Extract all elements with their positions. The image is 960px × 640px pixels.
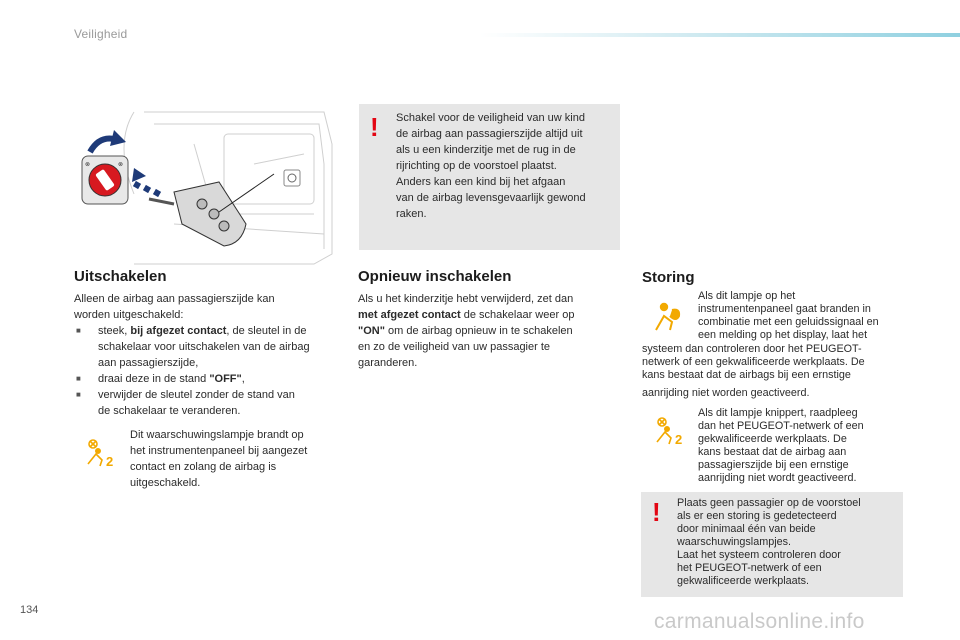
insert-arrow-icon [132, 168, 161, 197]
svg-text:⊗: ⊗ [118, 161, 124, 168]
warning-text: Plaats geen passagier op de voorstoel als er een storing is gedetecteerd door minimaal één van beide waarschuwingslampjes. Laat het systeem controleren door het PEUGEOT-netwerk of een gekwalificeerde werkplaats. [677, 497, 861, 587]
storing-text-3: Als dit lampje knippert, raadpleeg dan het PEUGEOT-netwerk of een gekwalificeerde werkplaats. De kans bestaat dat de airbag aan passagierszijde bij een ernstige aanrijding niet wordt geactiveerd. [698, 407, 864, 484]
warning-exclamation-icon: ! [652, 497, 661, 527]
warning-box-child-seat [359, 104, 620, 250]
watermark: carmanualsonline.info [654, 610, 865, 633]
warning-box-storing [641, 492, 903, 597]
airbag-switch [82, 156, 128, 204]
warning-text: Schakel voor de veiligheid van uw kind de airbag aan passagierszijde altijd uit als u een kinderzitje met de rug in de rijrichting op de voorstoel plaatst. Anders kan een kind bij het afgaan van de airbag levensgevaarlijk gewond raken. [396, 112, 586, 220]
intro-text: Alleen de airbag aan passagierszijde kan worden uitgeschakeld: [74, 293, 275, 321]
bullet-remove-key: ■ verwijder de sleutel zonder de stand van de schakelaar te veranderen. [76, 389, 295, 417]
storing-text-1: Als dit lampje op het instrumentenpaneel gaat branden in combinatie met een geluidssignaal en een melding op het display, laat het [698, 290, 879, 341]
airbag-off-warning-lamp-icon [84, 438, 118, 468]
airbag-switch-illustration [74, 104, 336, 266]
opnieuw-text: Als u het kinderzitje hebt verwijderd, zet dan met afgezet contact de schakelaar weer op "ON" om de airbag opnieuw in te schakelen en zo de veiligheid van uw passagier te garanderen. [358, 293, 575, 369]
storing-text-2: systeem dan controleren door het PEUGEOT- netwerk of een gekwalificeerde werkplaats. De kans bestaat dat de airbags bij een ernstige aanrijding niet worden geactiveerd. [642, 343, 865, 399]
svg-text:2: 2 [106, 454, 114, 468]
svg-text:⊗: ⊗ [85, 161, 91, 168]
heading-uitschakelen: Uitschakelen [74, 268, 167, 285]
lamp-description: Dit waarschuwingslampje brandt op het instrumentenpaneel bij aangezet contact en zolang de airbag is uitgeschakeld. [130, 429, 308, 489]
airbag-fault-lamp-icon [652, 302, 686, 332]
heading-opnieuw-inschakelen: Opnieuw inschakelen [358, 268, 512, 285]
header-bar [480, 33, 960, 37]
warning-exclamation-icon: ! [370, 112, 379, 142]
svg-text:2: 2 [675, 432, 683, 446]
bullet-insert-key: ■ steek, bij afgezet contact, de sleutel in de schakelaar voor uitschakelen van de airbag aan passagierszijde, [76, 325, 310, 369]
key-icon [149, 182, 246, 246]
page-number: 134 [20, 604, 39, 616]
bullet-turn-off: ■ draai deze in de stand "OFF", [76, 373, 245, 385]
heading-storing: Storing [642, 269, 695, 286]
airbag-flashing-lamp-icon [653, 416, 687, 446]
section-title: Veiligheid [74, 27, 128, 41]
